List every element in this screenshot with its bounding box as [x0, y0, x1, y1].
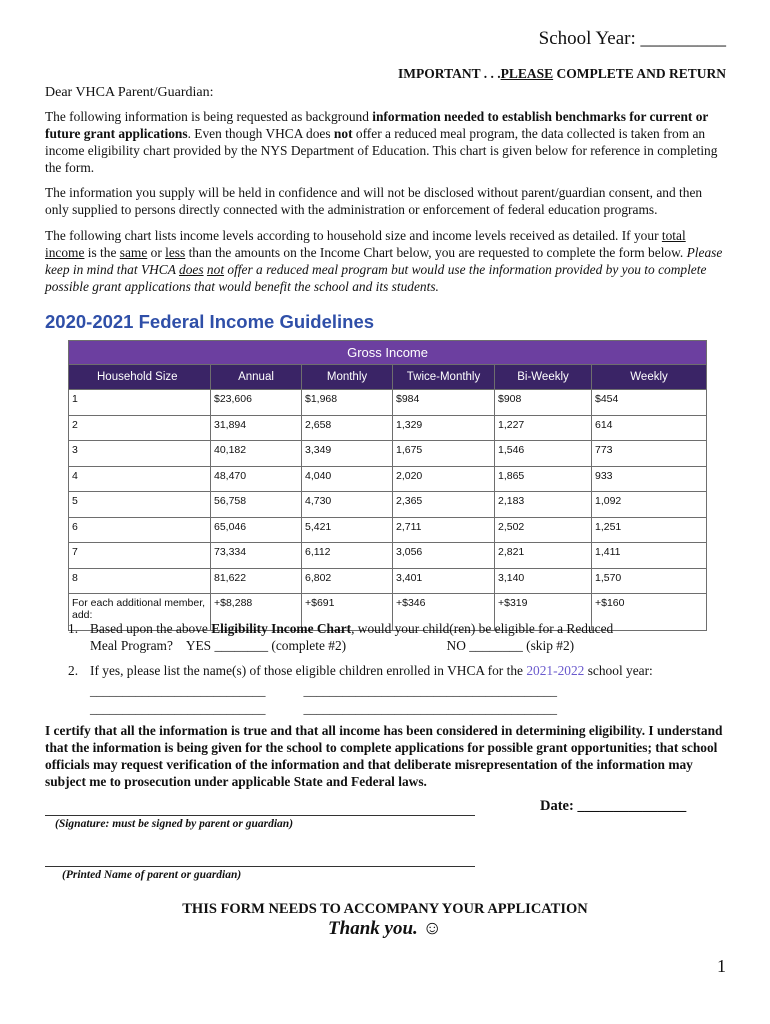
important-suffix: COMPLETE AND RETURN [553, 66, 726, 81]
child-name-blank-2[interactable]: _______________________________________ [303, 683, 557, 698]
column-header: Monthly [302, 365, 393, 390]
child-name-blank-3[interactable]: ___________________________ [90, 701, 266, 716]
income-guidelines-table [68, 340, 707, 631]
table-cell: 2,711 [393, 517, 495, 543]
table-cell: 773 [592, 441, 707, 467]
intro-text-b: information needed to establish benchmarks for current or future grant applications [45, 109, 709, 141]
page-title: 2020-2021 Federal Income Guidelines [45, 311, 375, 332]
table-cell: $984 [393, 390, 495, 416]
table-cell: 4 [69, 466, 211, 492]
question-2 [68, 662, 728, 679]
table-cell: 2,821 [495, 543, 592, 569]
table-cell: +$346 [393, 594, 495, 631]
table-cell: 1,251 [592, 517, 707, 543]
table-row [69, 543, 707, 569]
table-cell: 5 [69, 492, 211, 518]
question-1-line2[interactable]: Meal Program? YES ________ (complete #2) NO ________ (skip #2) [90, 638, 575, 653]
table-cell: 8 [69, 568, 211, 594]
table-cell: 1,329 [393, 415, 495, 441]
children-names-lines [90, 682, 557, 718]
chart-text-i: does [179, 262, 204, 277]
table-row [69, 415, 707, 441]
table-cell: 4,730 [302, 492, 393, 518]
table-cell: 2 [69, 415, 211, 441]
table-row [69, 441, 707, 467]
signature-line[interactable] [45, 815, 475, 816]
confidentiality-paragraph: The information you supply will be held in confidence and will not be disclosed without parent/guardian consent, and then only supplied to persons directly connected with the administration or enforcement of federal education programs. [45, 185, 703, 217]
table-cell: 1,092 [592, 492, 707, 518]
table-cell: 40,182 [211, 441, 302, 467]
table-cell: 81,622 [211, 568, 302, 594]
table-cell: 3,056 [393, 543, 495, 569]
table-cell: 2,502 [495, 517, 592, 543]
smiley-icon: ☺ [422, 918, 442, 939]
question-2-year: 2021-2022 [526, 663, 585, 678]
table-row [69, 517, 707, 543]
intro-paragraph [45, 108, 725, 176]
table-cell: 933 [592, 466, 707, 492]
intro-text-d: not [333, 126, 353, 141]
greeting: Dear VHCA Parent/Guardian: [45, 85, 214, 100]
table-cell: +$8,288 [211, 594, 302, 631]
table-cell: 3,140 [495, 568, 592, 594]
table-cell: For each additional member, add: [69, 594, 211, 631]
table-cell: 4,040 [302, 466, 393, 492]
table-cell: 31,894 [211, 415, 302, 441]
table-cell: 2,183 [495, 492, 592, 518]
question-1-text-b: Eligibility Income Chart [211, 621, 352, 636]
gross-income-header: Gross Income [69, 341, 707, 365]
column-header: Weekly [592, 365, 707, 390]
printed-name-line[interactable] [45, 866, 475, 867]
chart-text-l: offer a reduced meal program but would use the information provided by you to complete possible grant applications that would benefit the school and its students. [45, 262, 707, 294]
question-1-text-a: Based upon the above [90, 621, 212, 636]
school-year-field: School Year: _________ [538, 28, 726, 49]
table-cell: $1,968 [302, 390, 393, 416]
date-field[interactable]: Date: _______________ [540, 798, 687, 814]
intro-text-e: offer a reduced meal program, the data collected is taken from an income eligibility chart provided by the NYS Department of Education. This chart is given below for reference in completing the form. [45, 126, 718, 175]
table-cell: 614 [592, 415, 707, 441]
table-cell: +$160 [592, 594, 707, 631]
table-cell: $23,606 [211, 390, 302, 416]
page-number: 1 [717, 956, 726, 976]
table-cell: 1,675 [393, 441, 495, 467]
table-cell: 73,334 [211, 543, 302, 569]
chart-text-e: or [147, 245, 166, 260]
table-row [69, 466, 707, 492]
table-cell: 6 [69, 517, 211, 543]
table-cell: $454 [592, 390, 707, 416]
column-header: Twice-Monthly [393, 365, 495, 390]
table-cell: +$691 [302, 594, 393, 631]
table-cell: 7 [69, 543, 211, 569]
table-cell: 3,401 [393, 568, 495, 594]
table-row [69, 568, 707, 594]
table-cell: 6,112 [302, 543, 393, 569]
table-cell: 1,570 [592, 568, 707, 594]
important-notice [398, 66, 726, 82]
printed-name-label: (Printed Name of parent or guardian) [62, 869, 242, 881]
child-name-blank-4[interactable]: _______________________________________ [303, 701, 557, 716]
table-cell: 5,421 [302, 517, 393, 543]
question-2-text-a: If yes, please list the name(s) of those eligible children enrolled in VHCA for the [90, 663, 527, 678]
table-cell: 48,470 [211, 466, 302, 492]
column-header: Household Size [69, 365, 211, 390]
table-cell: 2,020 [393, 466, 495, 492]
child-name-blank-1[interactable]: ___________________________ [90, 683, 266, 698]
chart-text-c: is the [84, 245, 120, 260]
important-prefix: IMPORTANT . . . [398, 66, 501, 81]
table-cell: 3,349 [302, 441, 393, 467]
chart-text-k: not [206, 262, 225, 277]
chart-text-a: The following chart lists income levels according to household size and income levels received as detailed. If your [45, 228, 662, 243]
thank-you [0, 918, 770, 940]
chart-text-h: Please keep in mind that VHCA [45, 245, 723, 277]
table-cell: 1 [69, 390, 211, 416]
certification-statement: I certify that all the information is true and that all income has been considered in determining eligibility. I understand that the information is being given for the school to complete applications for possible grant opportunities; that school officials may request verification of the information and that deliberate misrepresentation of the information may subject me to prosecution under applicable State and Federal laws. [45, 723, 723, 789]
chart-paragraph [45, 227, 725, 295]
signature-label: (Signature: must be signed by parent or guardian) [55, 818, 294, 830]
chart-text-b: total income [45, 228, 686, 260]
intro-text-a: The following information is being requested as background [45, 109, 373, 124]
accompany-notice: THIS FORM NEEDS TO ACCOMPANY YOUR APPLICATION [182, 901, 588, 917]
table-cell: $908 [495, 390, 592, 416]
table-cell: 1,227 [495, 415, 592, 441]
table-cell: 1,546 [495, 441, 592, 467]
question-1-text-c: , would your child(ren) be eligible for a Reduced [351, 621, 614, 636]
thank-you-text: Thank you. [328, 918, 418, 939]
table-row [69, 492, 707, 518]
table-row [69, 390, 707, 416]
table-cell: 3 [69, 441, 211, 467]
table-cell: +$319 [495, 594, 592, 631]
table-cell: 6,802 [302, 568, 393, 594]
chart-text-d: same [119, 245, 148, 260]
question-1 [68, 620, 728, 654]
table-cell: 2,365 [393, 492, 495, 518]
intro-text-c: . Even though VHCA does [187, 126, 334, 141]
table-cell: 1,411 [592, 543, 707, 569]
table-cell: 56,758 [211, 492, 302, 518]
important-please: PLEASE [500, 66, 554, 81]
question-2-number: 2. [68, 663, 79, 678]
column-header: Bi-Weekly [495, 365, 592, 390]
chart-text-f: less [165, 245, 186, 260]
table-cell: 2,658 [302, 415, 393, 441]
column-header: Annual [211, 365, 302, 390]
question-2-text-b: school year: [584, 663, 653, 678]
question-1-number: 1. [68, 621, 79, 636]
table-cell: 65,046 [211, 517, 302, 543]
table-cell: 1,865 [495, 466, 592, 492]
chart-text-g: than the amounts on the Income Chart below, you are requested to complete the form below. [185, 245, 687, 260]
